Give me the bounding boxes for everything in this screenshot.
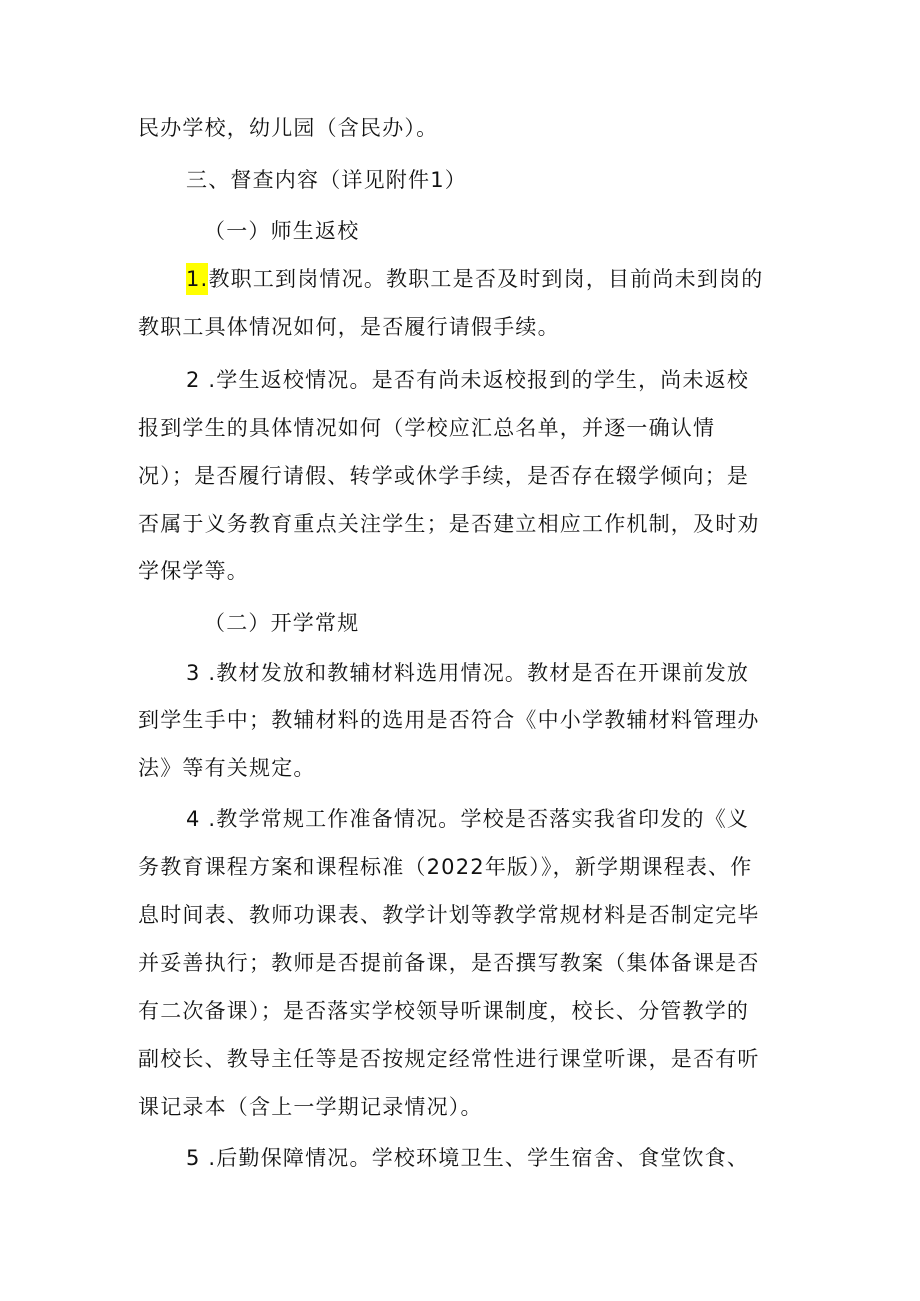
paragraph-line: 副校长、教导主任等是否按规定经常性进行课堂听课，是否有听: [138, 1047, 760, 1071]
subsection-heading: （二）开学常规: [204, 611, 360, 635]
paragraph-line: 民办学校，幼儿园（含民办）。: [138, 116, 439, 140]
paragraph-line: 报到学生的具体情况如何（学校应汇总名单，并逐一确认情: [138, 416, 716, 440]
paragraph-line: 教职工具体情况如何，是否履行请假手续。: [138, 315, 560, 339]
subsection-heading: （一）师生返校: [204, 219, 360, 243]
paragraph-line: 务教育课程方案和课程标准（2022年版）》，新学期课程表、作: [138, 855, 753, 879]
paragraph-line: 否属于义务教育重点关注学生；是否建立相应工作机制，及时劝: [138, 512, 760, 536]
section-heading: 三、督查内容（详见附件1）: [186, 168, 467, 192]
paragraph-line: 法》等有关规定。: [138, 756, 316, 780]
paragraph-line: 息时间表、教师功课表、教学计划等教学常规材料是否制定完毕: [138, 903, 760, 927]
paragraph-line: 有二次备课）；是否落实学校领导听课制度，校长、分管教学的: [138, 999, 750, 1023]
paragraph-line: 2 .学生返校情况。是否有尚未返校报到的学生，尚未返校: [186, 368, 750, 392]
paragraph-line: 课记录本（含上一学期记录情况）。: [138, 1095, 483, 1119]
paragraph-line: 4 .教学常规工作准备情况。学校是否落实我省印发的《义: [186, 807, 750, 831]
paragraph-line: 况）；是否履行请假、转学或休学手续，是否存在辍学倾向；是: [138, 464, 750, 488]
paragraph-text: 教职工到岗情况。教职工是否及时到岗，目前尚未到岗的: [208, 267, 764, 291]
highlighted-number: 1.: [186, 263, 208, 295]
paragraph-line: 到学生手中；教辅材料的选用是否符合《中小学教辅材料管理办: [138, 708, 760, 732]
paragraph-line: 3 .教材发放和教辅材料选用情况。教材是否在开课前发放: [186, 661, 750, 685]
paragraph-line: 学保学等。: [138, 559, 249, 583]
paragraph-line: [186, 265, 763, 293]
paragraph-line: 并妥善执行；教师是否提前备课，是否撰写教案（集体备课是否: [138, 951, 760, 975]
paragraph-line: 5 .后勤保障情况。学校环境卫生、学生宿舍、食堂饮食、: [186, 1146, 750, 1170]
